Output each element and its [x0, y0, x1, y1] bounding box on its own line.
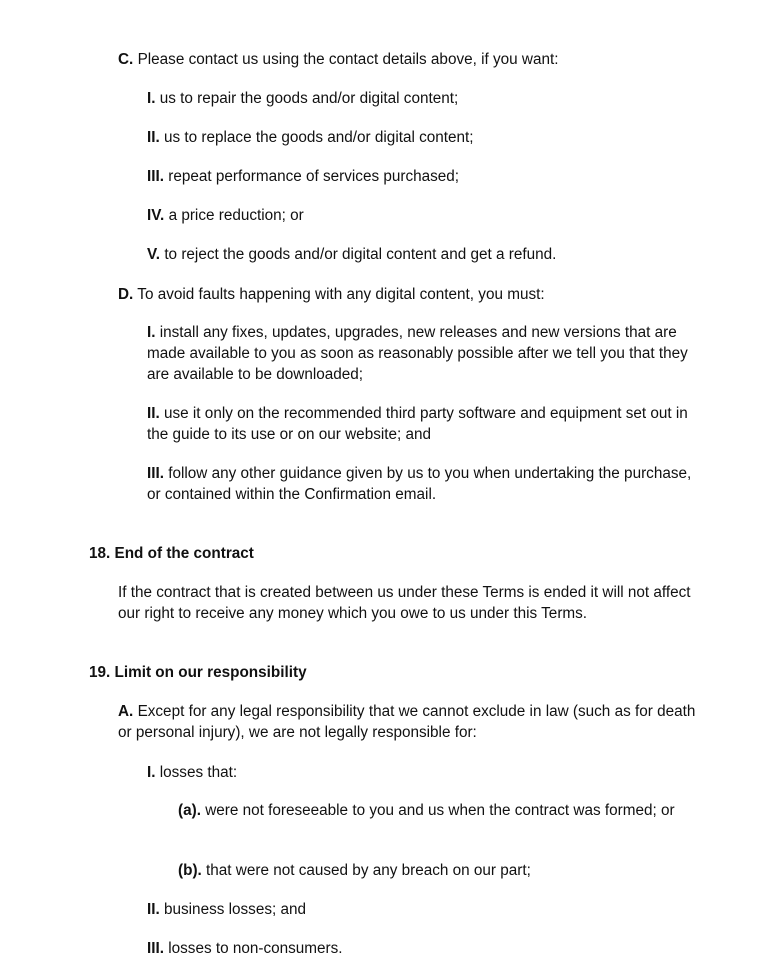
item-marker: V. [147, 246, 161, 263]
item-text: follow any other guidance given by us to you when undertaking the purchase, or contained within the Confirmation email. [147, 465, 692, 503]
clause-marker: A. [118, 703, 134, 720]
sub-text: that were not caused by any breach on our part; [206, 862, 531, 879]
item-marker: II. [147, 405, 160, 422]
clause-c-item-1 [147, 88, 692, 109]
sub-marker: (b). [178, 862, 202, 879]
item-text: us to replace the goods and/or digital content; [164, 129, 474, 146]
clause-text: Except for any legal responsibility that we cannot exclude in law (such as for death or personal injury), we are not legally responsible for: [118, 703, 696, 741]
item-text: losses that: [159, 764, 238, 781]
clause-text: Please contact us using the contact details above, if you want: [137, 51, 559, 68]
item-marker: III. [147, 465, 164, 482]
item-marker: I. [147, 324, 156, 341]
item-marker: III. [147, 940, 164, 957]
clause-d [118, 284, 698, 305]
section-19-sub-b [178, 860, 688, 881]
section-19-item-3 [147, 938, 692, 959]
clause-c-item-3 [147, 166, 692, 187]
clause-c-item-4 [147, 205, 692, 226]
section-18-heading: 18. End of the contract [89, 545, 254, 562]
item-text: use it only on the recommended third party software and equipment set out in the guide to its use or on our website; and [147, 405, 688, 443]
sub-marker: (a). [178, 802, 201, 819]
clause-c-item-5 [147, 244, 692, 265]
item-text: repeat performance of services purchased; [168, 168, 460, 185]
item-text: losses to non-consumers. [168, 940, 343, 957]
item-marker: II. [147, 129, 160, 146]
clause-c [118, 49, 698, 70]
section-19-heading: 19. Limit on our responsibility [89, 664, 307, 681]
clause-d-item-1 [147, 322, 692, 385]
section-18-body: If the contract that is created between us under these Terms is ended it will not affect our right to receive any money which you owe to us under this Terms. [118, 584, 691, 622]
item-marker: IV. [147, 207, 165, 224]
section-19-item-2 [147, 899, 692, 920]
item-text: us to repair the goods and/or digital content; [159, 90, 459, 107]
clause-d-item-2 [147, 403, 692, 445]
clause-marker: C. [118, 51, 134, 68]
item-marker: I. [147, 764, 156, 781]
item-text: install any fixes, updates, upgrades, new releases and new versions that are made available to you as soon as reasonably possible after we tell you that they are available to be downloaded; [147, 324, 688, 383]
clause-marker: D. [118, 286, 134, 303]
item-text: a price reduction; or [168, 207, 304, 224]
clause-c-item-2 [147, 127, 692, 148]
clause-text: To avoid faults happening with any digital content, you must: [137, 286, 545, 303]
clause-d-item-3 [147, 463, 692, 505]
section-19-sub-a [178, 800, 688, 821]
item-marker: I. [147, 90, 156, 107]
item-marker: II. [147, 901, 160, 918]
sub-text: were not foreseeable to you and us when the contract was formed; or [205, 802, 675, 819]
item-marker: III. [147, 168, 164, 185]
section-19-item-1 [147, 762, 692, 783]
section-19-clause-a [118, 701, 698, 743]
item-text: to reject the goods and/or digital content and get a refund. [164, 246, 557, 263]
item-text: business losses; and [164, 901, 307, 918]
